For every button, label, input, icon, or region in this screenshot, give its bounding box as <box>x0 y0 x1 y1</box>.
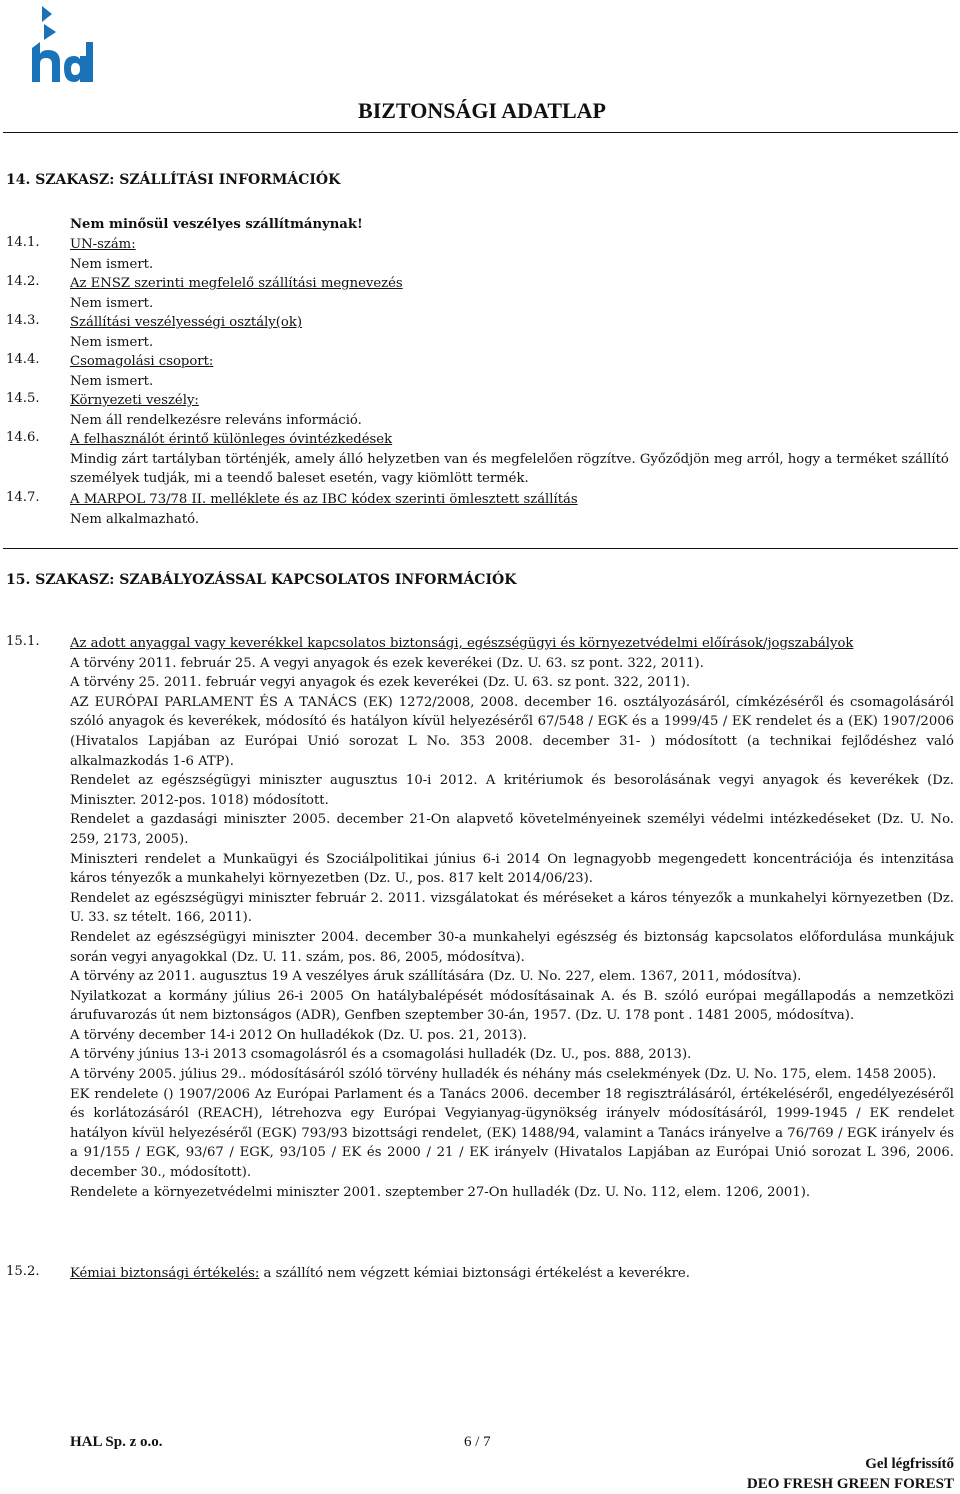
footer-company: HAL Sp. z o.o. <box>70 1434 163 1450</box>
item-14-6-number: 14.6. <box>6 430 40 445</box>
hal-logo <box>30 4 90 84</box>
footer-product-name: Gel légfrissítő <box>865 1456 954 1472</box>
item-title: Kémiai biztonsági értékelés: <box>70 1266 260 1281</box>
regulation-paragraph: Nyilatkozat a kormány július 26-i 2005 On hatálybalépését módosításainak A. és B. szóló európai megállapodás a nemzetközi árufuvarozás út nem biztonságos (ADR), Genfben szeptember 30-án, 1957. (Dz. U. 178 pont . 1481 2005, módosítva). <box>70 988 954 1024</box>
regulation-paragraph: EK rendelete () 1907/2006 Az Európai Parlament és a Tanács 2006. december 18 regisztrálásáról, értékeléséről, engedélyezéséről és korlátozásáról (REACH), létrehozva egy Európai Vegyianyag-ügynökség irányelv módosításáról, 1999-1945 / EK rendelet hatályon kívül helyezéséről (EGK) 793/93 bizottsági rendelet, (EK) 1488/94, valamint a Tanács irányelve a 76/769 / EGK irányelv és a 91/155 / EGK, 93/67 / EGK, 93/105 / EK és 2000 / 21 / EK irányelv (Hivatalos Lapjában az Európai Unió sorozat L 396, 2006. december 30., módosított). <box>70 1086 954 1181</box>
item-14-5 <box>70 391 954 430</box>
regulation-paragraph: A törvény 2005. július 29.. módosításáról szóló törvény hulladék és néhány más cselekmények (Dz. U. No. 175, elem. 1458 2005). <box>70 1067 937 1083</box>
item-title: A MARPOL 73/78 II. melléklete és az IBC kódex szerinti ömlesztett szállítás <box>70 492 578 507</box>
item-14-2 <box>70 274 954 313</box>
item-14-4 <box>70 352 954 391</box>
item-text: Nem ismert. <box>70 334 154 350</box>
regulation-paragraph: Rendelete a környezetvédelmi miniszter 2001. szeptember 27-On hulladék (Dz. U. No. 112, elem. 1206, 2001). <box>70 1184 811 1200</box>
item-title: Környezeti veszély: <box>70 393 199 408</box>
document-title: BIZTONSÁGI ADATLAP <box>358 98 606 123</box>
item-title: Az adott anyaggal vagy keverékkel kapcsolatos biztonsági, egészségügyi és környezetvédelmi előírások/jogszabályok <box>70 636 854 651</box>
section-15-heading: 15. SZAKASZ: SZABÁLYOZÁSSAL KAPCSOLATOS INFORMÁCIÓK <box>6 572 517 588</box>
item-14-4-number: 14.4. <box>6 352 40 367</box>
regulation-paragraph: AZ EURÓPAI PARLAMENT ÉS A TANÁCS (EK) 1272/2008, 2008. december 16. osztályozásáról, címkézéséről és csomagolásáról szóló anyagok és keverékek, módosító és hatályon kívül helyezéséről 67/548 / EGK és a 1999/45 / EK rendelet és a (EK) 1907/2006 (Hivatalos Lapjában az Európai Unió sorozat L No. 353 2008. december 31- ) módosított (a technikai fejlődéshez való alkalmazkodás 1-6 ATP). <box>70 694 954 769</box>
item-15-2 <box>70 1264 954 1284</box>
section-divider <box>3 548 958 549</box>
item-title: Az ENSZ szerinti megfelelő szállítási megnevezés <box>70 276 403 291</box>
item-14-1-number: 14.1. <box>6 235 40 250</box>
item-title: Szállítási veszélyességi osztály(ok) <box>70 315 302 330</box>
item-title: Csomagolási csoport: <box>70 354 214 369</box>
item-text: Nem ismert. <box>70 373 154 389</box>
regulation-paragraph: A törvény június 13-i 2013 csomagolásról és a csomagolási hulladék (Dz. U., pos. 888, 2013). <box>70 1047 692 1063</box>
item-text: Nem áll rendelkezésre releváns információ. <box>70 412 362 428</box>
header-divider <box>3 132 958 133</box>
item-14-6 <box>70 430 954 489</box>
section-14-heading: 14. SZAKASZ: SZÁLLÍTÁSI INFORMÁCIÓK <box>6 172 341 188</box>
item-14-3-number: 14.3. <box>6 313 40 328</box>
footer-product <box>747 1454 954 1494</box>
section-14-intro: Nem minősül veszélyes szállítmánynak! <box>70 217 363 232</box>
logo-l-stroke <box>86 42 94 82</box>
footer-page-number: 6 / 7 <box>464 1434 491 1450</box>
item-title: UN-szám: <box>70 237 136 252</box>
regulation-paragraph: Rendelet az egészségügyi miniszter február 2. 2011. vizsgálatokat és méréseket a káros tényezők a munkahelyi környezetben (Dz. U. 33. sz tételt. 166, 2011). <box>70 890 954 926</box>
regulation-paragraph: A törvény 2011. február 25. A vegyi anyagok és ezek keverékei (Dz. U. 63. sz pont. 322, 2011). <box>70 655 704 671</box>
regulation-paragraph: Miniszteri rendelet a Munkaügyi és Szociálpolitikai június 6-i 2014 On legnagyobb megengedett koncentrációja és intenzitása káros tényezők a munkahelyi környezetben (Dz. U., pos. 817 kelt 2014/06/23). <box>70 851 954 887</box>
regulation-paragraph: Rendelet az egészségügyi miniszter 2004. december 30-a munkahelyi egészség és biztonság kapcsolatos előfordulása munkájuk során vegyi anyagokkal (Dz. U. 11. szám, pos. 86, 2005, módosítva). <box>70 929 954 965</box>
regulation-paragraph: A törvény 25. 2011. február vegyi anyagok és ezek keverékei (Dz. U. 63. sz pont. 322, 2011). <box>70 675 691 691</box>
regulation-paragraph: A törvény december 14-i 2012 On hulladékok (Dz. U. pos. 21, 2013). <box>70 1027 527 1043</box>
item-title: A felhasználót érintő különleges óvintézkedések <box>70 432 393 447</box>
item-14-7-number: 14.7. <box>6 490 40 505</box>
item-14-7 <box>70 490 954 529</box>
item-14-2-number: 14.2. <box>6 274 40 289</box>
item-15-1-number: 15.1. <box>6 634 40 649</box>
regulation-paragraph: Rendelet az egészségügyi miniszter augusztus 10-i 2012. A kritériumok és besorolásának vegyi anyagok és keverékek (Dz. Miniszter. 2012-pos. 1018) módosított. <box>70 773 954 808</box>
item-15-2-number: 15.2. <box>6 1264 40 1279</box>
item-text: Nem ismert. <box>70 295 154 311</box>
item-text: Nem ismert. <box>70 256 154 272</box>
item-14-5-number: 14.5. <box>6 391 40 406</box>
regulation-paragraph: A törvény az 2011. augusztus 19 A veszélyes áruk szállítására (Dz. U. No. 227, elem. 1367, 2011, módosítva). <box>70 969 802 985</box>
item-15-1 <box>70 634 954 1202</box>
item-text: Nem alkalmazható. <box>70 511 200 527</box>
regulation-paragraph: Rendelet a gazdasági miniszter 2005. december 21-On alapvető követelményeinek személyi védelmi intézkedéseket (Dz. U. No. 259, 2173, 2005). <box>70 812 954 847</box>
item-14-1 <box>70 235 954 274</box>
item-text: a szállító nem végzett kémiai biztonsági értékelést a keverékre. <box>259 1266 690 1281</box>
item-text: Mindig zárt tartályban történjék, amely álló helyzetben van és megfelelően rögzítve. Győződjön meg arról, hogy a terméket szállító személyek tudják, mi a teendő baleset esetén, vagy kiömlött termék. <box>70 451 949 487</box>
item-14-3 <box>70 313 954 352</box>
footer-product-variant: DEO FRESH GREEN FOREST <box>746 1476 954 1492</box>
